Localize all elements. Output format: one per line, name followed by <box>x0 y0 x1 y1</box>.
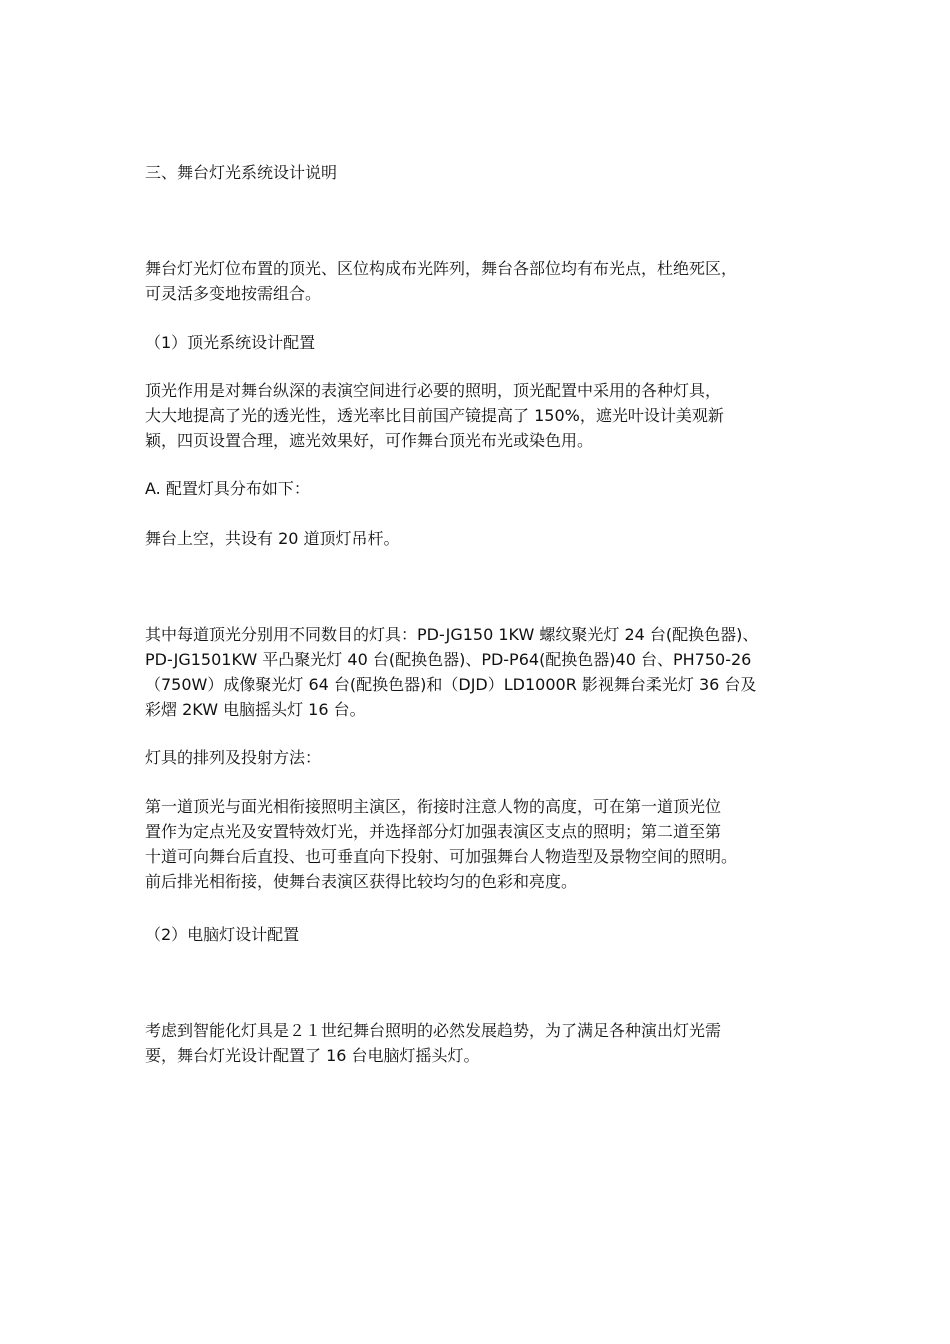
text-line: 前后排光相衔接，使舞台表演区获得比较均匀的色彩和亮度。 <box>145 872 578 891</box>
section-heading <box>145 160 813 185</box>
section2-title <box>145 922 813 947</box>
intro-paragraph <box>145 256 813 306</box>
section1-body <box>145 378 813 453</box>
subsection-a-title <box>145 476 813 501</box>
heading-text: 三、舞台灯光系统设计说明 <box>145 163 338 182</box>
text-line: 舞台灯光灯位布置的顶光、区位构成布光阵列，舞台各部位均有布光点，杜绝死区， <box>145 259 738 278</box>
text-line: 颖，四页设置合理，遮光效果好，可作舞台顶光布光或染色用。 <box>145 431 594 450</box>
text-line: 第一道顶光与面光相衔接照明主演区，衔接时注意人物的高度，可在第一道顶光位 <box>145 797 722 816</box>
stage-top-paragraph <box>145 526 813 551</box>
text-line: 彩熠 2KW 电脑摇头灯 16 台。 <box>145 700 366 719</box>
text-line: 考虑到智能化灯具是２１世纪舞台照明的必然发展趋势，为了满足各种演出灯光需 <box>145 1021 722 1040</box>
section1-title <box>145 330 813 355</box>
method-title <box>145 745 813 770</box>
subheading-text: 灯具的排列及投射方法： <box>145 748 322 767</box>
section2-body <box>145 1018 813 1068</box>
text-line: 置作为定点光及安置特效灯光，并选择部分灯加强表演区支点的照明；第二道至第 <box>145 822 722 841</box>
text-line: 可灵活多变地按需组合。 <box>145 284 322 303</box>
text-line: 其中每道顶光分别用不同数目的灯具：PD-JG150 1KW 螺纹聚光灯 24 台(配换色器)、 <box>145 625 759 644</box>
text-line: 大大地提高了光的透光性，透光率比目前国产镜提高了 150%，遮光叶设计美观新 <box>145 406 724 425</box>
subheading-text: A. 配置灯具分布如下： <box>145 479 310 498</box>
text-line: 顶光作用是对舞台纵深的表演空间进行必要的照明，顶光配置中采用的各种灯具， <box>145 381 722 400</box>
text-line: 十道可向舞台后直投、也可垂直向下投射、可加强舞台人物造型及景物空间的照明。 <box>145 847 738 866</box>
fixtures-paragraph <box>145 622 813 722</box>
text-line: PD-JG1501KW 平凸聚光灯 40 台(配换色器)、PD-P64(配换色器)40 台、PH750-26 <box>145 650 752 669</box>
text-line: （750W）成像聚光灯 64 台(配换色器)和（DJD）LD1000R 影视舞台柔光灯 36 台及 <box>145 675 757 694</box>
subheading-text: （2）电脑灯设计配置 <box>145 925 300 944</box>
subheading-text: （1）顶光系统设计配置 <box>145 333 316 352</box>
method-body <box>145 794 813 894</box>
text-line: 要，舞台灯光设计配置了 16 台电脑灯摇头灯。 <box>145 1046 480 1065</box>
text-line: 舞台上空，共设有 20 道顶灯吊杆。 <box>145 529 400 548</box>
